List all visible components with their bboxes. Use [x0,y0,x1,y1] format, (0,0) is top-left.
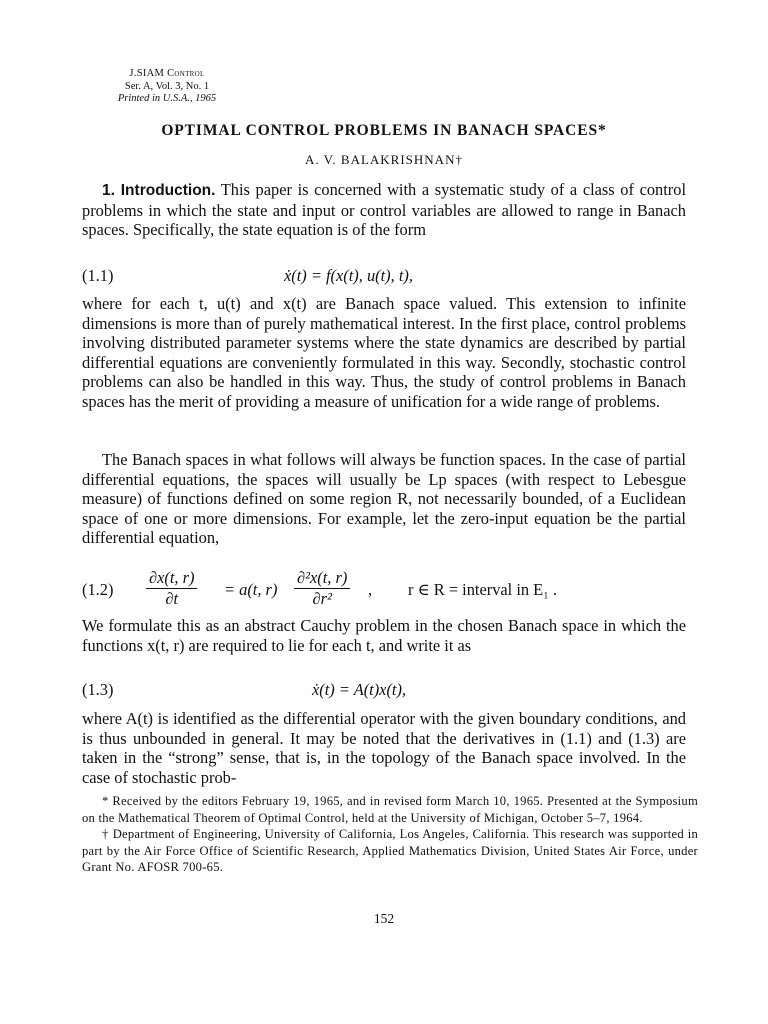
printed-note: Printed in U.S.A., 1965 [117,93,217,104]
page-number: 152 [373,911,395,926]
footnotes [82,793,698,876]
equation-1-1 [82,266,686,290]
equation-1-2-lhs: $\frac{\partial x(t, r)}{\partial t}$ [146,568,197,609]
intro-text-5: where A(t) is identified as the differential operator with the given boundary conditions, and is thus unbounded in general. It may be noted that the derivatives in (1.1) and (1.3) are taken in the “strong” sense, that is, in the topology of the Banach space involved. In the case of stochastic prob- [82,709,686,787]
journal-series: Ser. A, Vol. 3, No. 1 [124,80,210,92]
intro-text-4: We formulate this as an abstract Cauchy problem in the chosen Banach space in which the functions x(t, r) are required to lie for each t, and write it as [82,616,686,655]
equation-1-3-label: (1.3) [82,680,114,699]
section-heading: 1. Introduction. [102,182,216,199]
equation-1-1-label: (1.1) [82,266,114,285]
equation-1-2-condition: r ∈ R = interval in E₁ . [408,580,558,599]
paper-author: A. V. BALAKRISHNAN† [305,152,463,167]
journal-name: J.SIAM Control [129,68,205,79]
equation-1-2-label: (1.2) [82,580,114,599]
equation-1-2-coefficient: = a(t, r) [224,580,278,599]
intro-paragraph-1 [82,180,686,240]
equation-1-2: (1.2) $\frac{\partial x(t, r)}{\partial t}$ = a(t, r) $\frac{\text{∂²x(t, r)}}{\text{∂r²}}$ , r ∈ R = interval in E₁ . [82,568,558,608]
intro-text-1: This paper is concerned with a systematic study of a class of control problems in which the state and input or control variables are allowed to range in Banach spaces. Specifically, the state equation is of the form [82,180,687,239]
intro-paragraph-2 [82,294,686,411]
journal-masthead [82,68,252,106]
intro-text-2: where for each t, u(t) and x(t) are Banach space valued. This extension to infinite dimensions is more than of purely mathematical interest. In the first place, control problems involving distributed parameter systems where the state dynamics are described by partial differential equations are conveniently formulated in this way. Secondly, stochastic control problems can also be handled in this way. Thus, the study of control problems in Banach spaces has the merit of providing a measure of unification for a wide range of problems. [82,294,686,411]
equation-1-1-body: ẋ(t) = f(x(t), u(t), t), [284,266,413,285]
equation-1-2-rhs: $\frac{\text{∂²x(t, r)}}{\text{∂r²}}$ [294,568,350,609]
intro-paragraph-4 [82,616,686,655]
paper-title: OPTIMAL CONTROL PROBLEMS IN BANACH SPACES* [161,122,607,139]
intro-paragraph-3 [82,450,686,548]
footnote-received: * Received by the editors February 19, 1965, and in revised form March 10, 1965. Presented at the Symposium on the Mathematical Theorem of Optimal Control, held at the University of Michigan, October 5–7, 1964. [82,794,698,825]
intro-paragraph-5 [82,709,686,787]
equation-1-3 [82,680,686,704]
intro-text-3: The Banach spaces in what follows will always be function spaces. In the case of partial differential equations, the spaces will usually be Lp spaces (with respect to Lebesgue measure) of functions defined on some region R, not necessarily bounded, of a Euclidean space of one or more dimensions. For example, let the zero-input equation be the partial differential equation, [82,450,686,547]
footnote-affiliation: † Department of Engineering, University of California, Los Angeles, California. This research was supported in part by the Air Force Office of Scientific Research, Applied Mathematics Division, United States Air Force, under Grant No. AFOSR 700-65. [82,827,698,874]
equation-1-3-body: ẋ(t) = A(t)x(t), [312,680,407,699]
